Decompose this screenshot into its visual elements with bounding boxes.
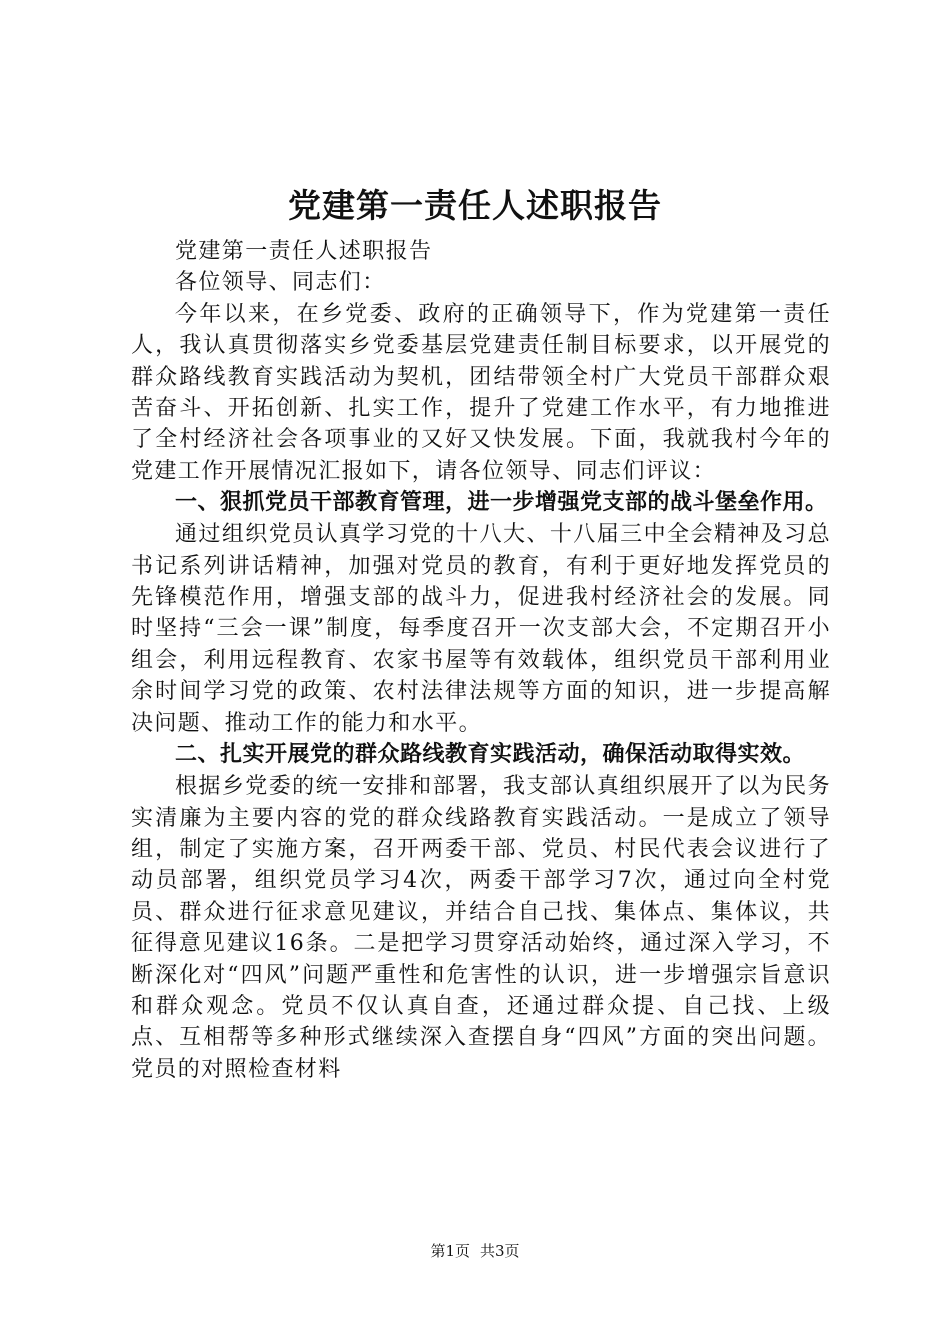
page-footer	[0, 1240, 950, 1262]
subtitle-line: 党建第一责任人述职报告	[175, 239, 433, 264]
salutation: 各位领导、同志们：	[175, 270, 386, 296]
page-number: 第1页	[430, 1242, 470, 1260]
section-2-paragraph: 根据乡党委的统一安排和部署，我支部认真组织展开了以为民务实清廉为主要内容的党的群众线路教育实践活动。一是成立了领导组，制定了实施方案，召开两委干部、党员、村民代表会议进行了动员部署，组织党员学习4次，两委干部学习7次，通过向全村党员、群众进行征求意见建议，并结合自己找、集体点、集体议，共征得意见建议16条。二是把学习贯穿活动始终，通过深入学习，不断深化对“四风”问题严重性和危害性的认识，进一步增强宗旨意识和群众观念。党员不仅认真自查，还通过群众提、自己找、上级点、互相帮等多种形式继续深入查摆自身“四风”方面的突出问题。党员的对照检查材料	[131, 774, 831, 1082]
page-total: 共3页	[480, 1242, 520, 1260]
section-1-paragraph: 通过组织党员认真学习党的十八大、十八届三中全会精神及习总书记系列讲话精神，加强对党员的教育，有利于更好地发挥党员的先锋模范作用，增强支部的战斗力，促进我村经济社会的发展。同时坚持“三会一课”制度，每季度召开一次支部大会，不定期召开小组会，利用远程教育、农家书屋等有效载体，组织党员干部利用业余时间学习党的政策、农村法律法规等方面的知识，进一步提高解决问题、推动工作的能力和水平。	[131, 522, 831, 736]
document-title: 党建第一责任人述职报告	[288, 186, 662, 225]
document-body	[131, 236, 831, 1085]
section-heading-2: 二、扎实开展党的群众路线教育实践活动，确保活动取得实效。	[175, 742, 806, 768]
intro-paragraph: 今年以来，在乡党委、政府的正确领导下，作为党建第一责任人，我认真贯彻落实乡党委基层党建责任制目标要求，以开展党的群众路线教育实践活动为契机，团结带领全村广大党员干部群众艰苦奋斗、开拓创新、扎实工作，提升了党建工作水平，有力地推进了全村经济社会各项事业的又好又快发展。下面，我就我村今年的党建工作开展情况汇报如下，请各位领导、同志们评议：	[131, 301, 831, 484]
section-heading-1: 一、狠抓党员干部教育管理，进一步增强党支部的战斗堡垒作用。	[175, 490, 828, 516]
